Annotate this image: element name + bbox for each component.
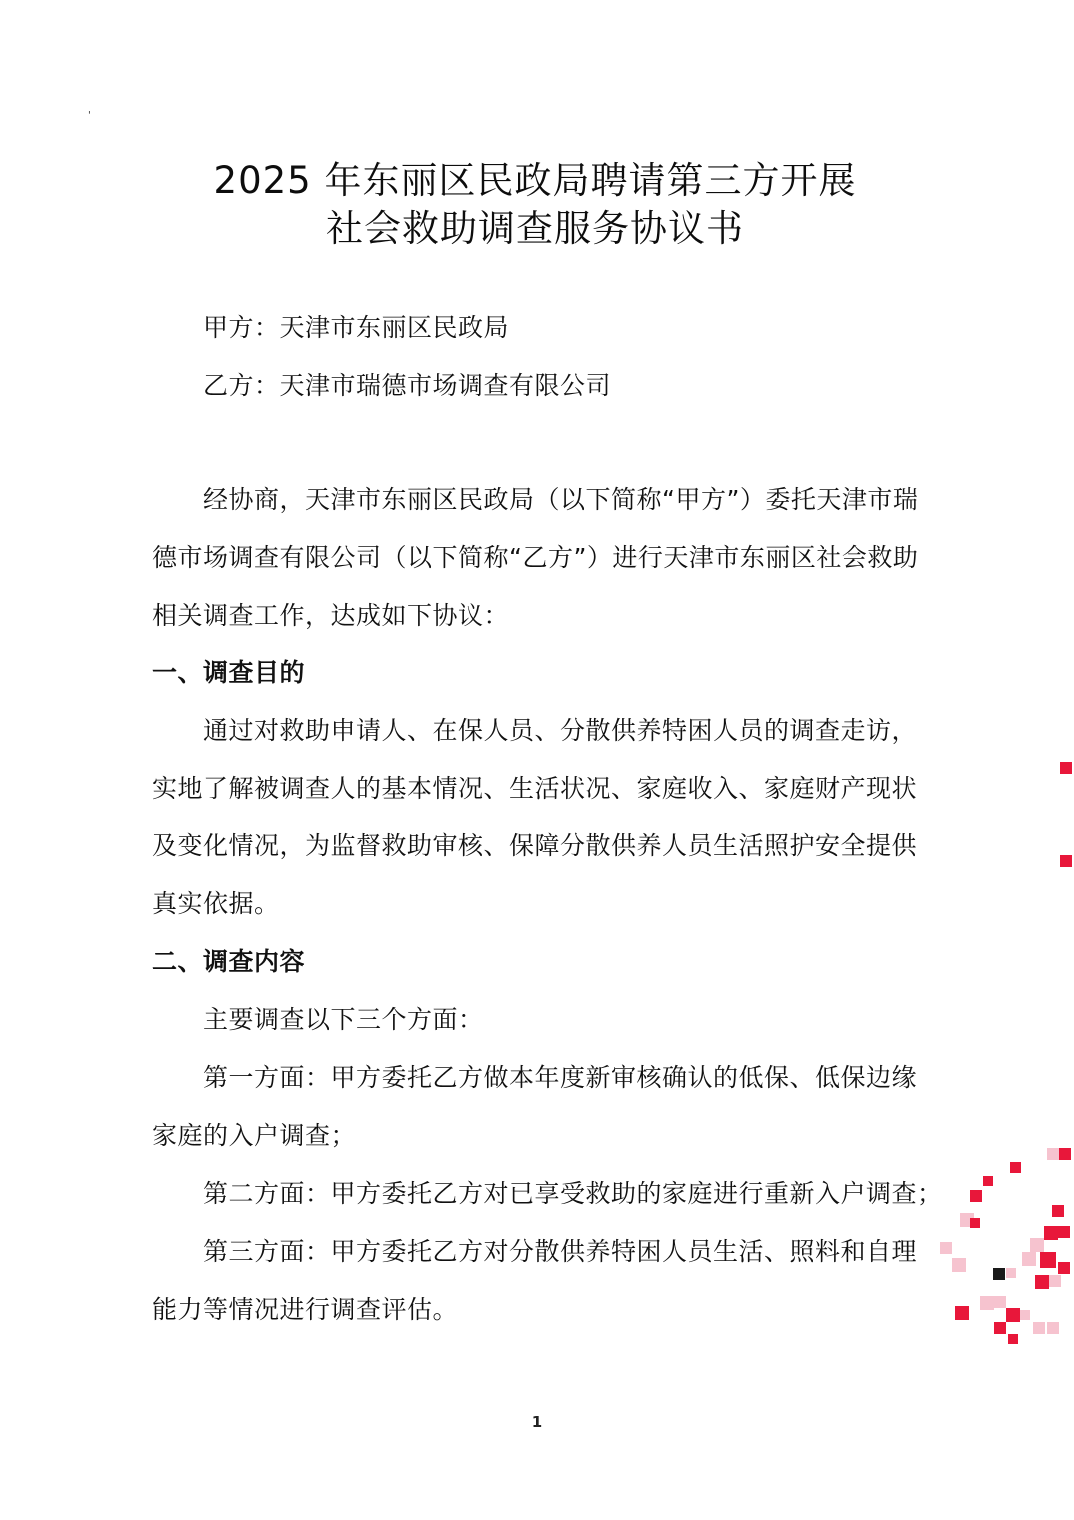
party-b: 乙方：天津市瑞德市场调查有限公司: [203, 371, 612, 400]
section-heading: 一、调查目的: [152, 658, 306, 687]
decorative-pixel: [1047, 1148, 1059, 1160]
decorative-pixel: [1060, 855, 1072, 867]
decorative-pixel: [952, 1258, 966, 1272]
decorative-pixel: [1058, 1226, 1070, 1238]
decorative-pixel: [1010, 1162, 1021, 1173]
decorative-pixel: [1020, 1310, 1030, 1320]
decorative-pixel: [980, 1296, 994, 1310]
intro-line: 德市场调查有限公司（以下简称“乙方”）进行天津市东丽区社会救助: [152, 543, 919, 572]
intro-line: 相关调查工作，达成如下协议：: [152, 601, 510, 630]
paragraph-line: 第二方面：甲方委托乙方对已享受救助的家庭进行重新入户调查；: [203, 1179, 943, 1208]
decorative-pixel: [970, 1190, 982, 1202]
decorative-pixel: [1033, 1322, 1045, 1334]
decorative-pixel: [1006, 1308, 1020, 1322]
decorative-pixel: [1059, 1148, 1071, 1160]
page-number: 1: [531, 1413, 543, 1431]
paragraph-line: 家庭的入户调查；: [152, 1121, 357, 1150]
decorative-pixel: [1060, 762, 1072, 774]
document-title-line1: 2025 年东丽区民政局聘请第三方开展: [213, 159, 857, 202]
decorative-pixel: [1008, 1334, 1018, 1344]
paragraph-line: 实地了解被调查人的基本情况、生活状况、家庭收入、家庭财产现状: [152, 774, 918, 803]
decorative-pixel: [983, 1176, 993, 1186]
decorative-pixel: [1030, 1238, 1044, 1252]
decorative-pixel: [993, 1268, 1005, 1280]
section-heading: 二、调查内容: [152, 947, 306, 976]
paragraph-line: 真实依据。: [152, 889, 280, 918]
paragraph-line: 通过对救助申请人、在保人员、分散供养特困人员的调查走访，: [203, 716, 918, 745]
decorative-pixel: [1044, 1226, 1058, 1240]
paragraph-line: 第一方面：甲方委托乙方做本年度新审核确认的低保、低保边缘: [203, 1063, 918, 1092]
decorative-pixel: [940, 1242, 952, 1254]
paragraph-line: 主要调查以下三个方面：: [203, 1005, 484, 1034]
paragraph-line: 及变化情况，为监督救助审核、保障分散供养人员生活照护安全提供: [152, 831, 918, 860]
decorative-pixel: [1058, 1262, 1070, 1274]
decorative-pixel: [1052, 1205, 1064, 1217]
party-a: 甲方：天津市东丽区民政局: [203, 313, 510, 342]
corner-mark: ': [88, 110, 91, 121]
decorative-pixel: [1035, 1275, 1049, 1289]
decorative-pixel: [994, 1296, 1006, 1308]
decorative-pixel: [1049, 1275, 1061, 1287]
decorative-pixel: [1006, 1268, 1016, 1278]
document-title-line2: 社会救助调查服务协议书: [326, 207, 744, 250]
decorative-pixel: [1047, 1322, 1059, 1334]
decorative-pixel: [1040, 1252, 1056, 1268]
paragraph-line: 能力等情况进行调查评估。: [152, 1295, 459, 1324]
paragraph-line: 第三方面：甲方委托乙方对分散供养特困人员生活、照料和自理: [203, 1237, 918, 1266]
intro-line: 经协商，天津市东丽区民政局（以下简称“甲方”）委托天津市瑞: [203, 485, 919, 514]
decorative-pixel: [994, 1322, 1006, 1334]
decorative-pixel: [955, 1306, 969, 1320]
decorative-pixel: [1022, 1252, 1036, 1266]
decorative-pixel: [970, 1218, 980, 1228]
